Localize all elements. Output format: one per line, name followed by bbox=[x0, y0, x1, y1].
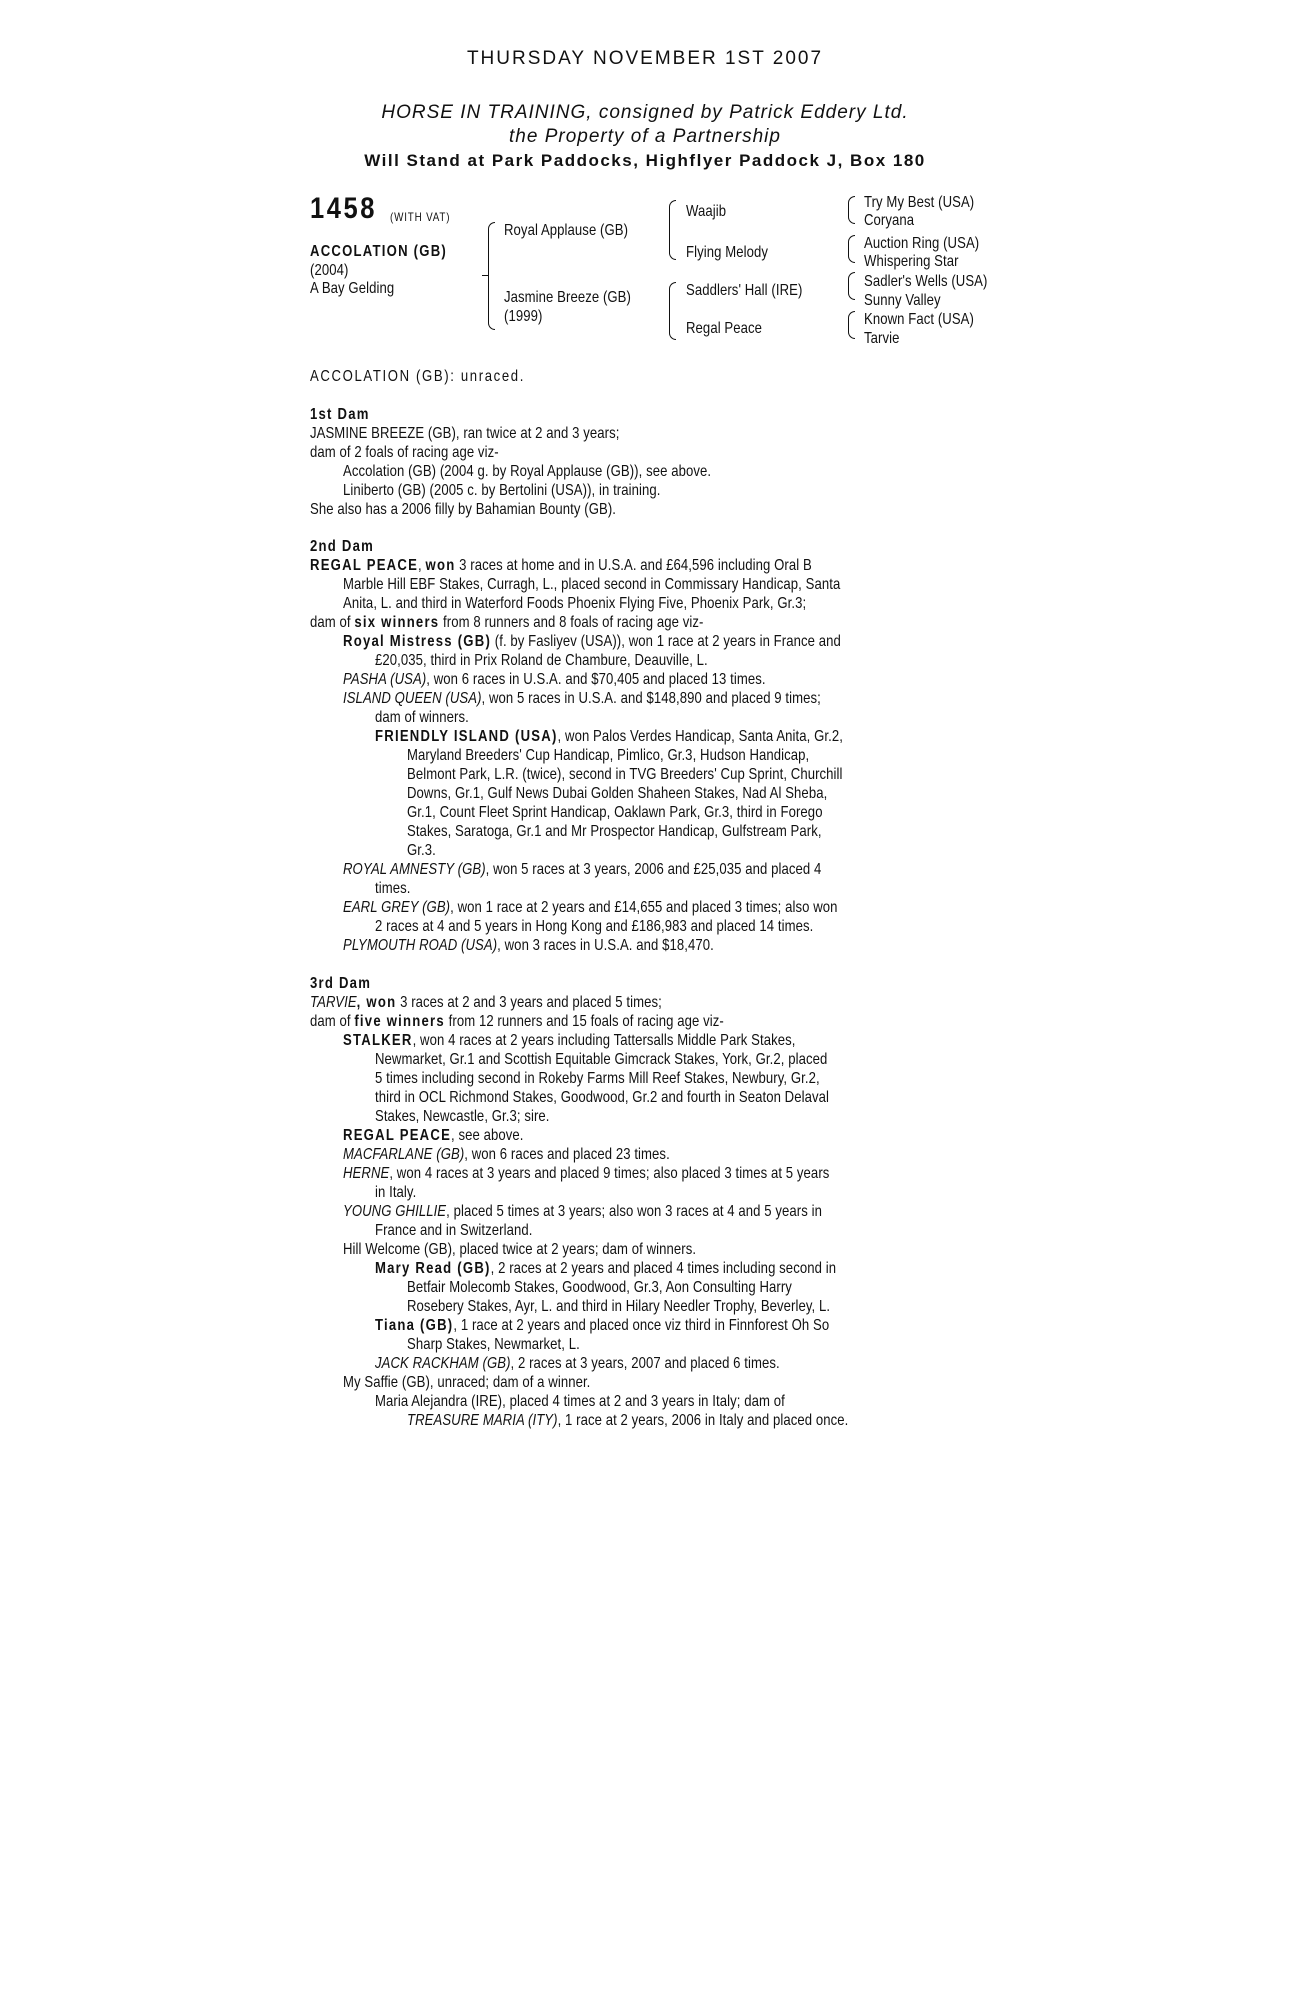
pedigree-brace-gen1-point bbox=[482, 275, 488, 276]
pedigree-gen4-6: Sunny Valley bbox=[864, 292, 941, 309]
consignor-line: HORSE IN TRAINING, consigned by Patrick Eddery Ltd. bbox=[381, 102, 909, 123]
pedigree-gen3-1: Waajib bbox=[686, 203, 727, 220]
second-dam-line: Downs, Gr.1, Gulf News Dubai Golden Shaheen Stakes, Nad Al Sheba, bbox=[407, 785, 828, 802]
pedigree-gen3-2: Flying Melody bbox=[686, 244, 769, 261]
second-dam-line: EARL GREY (GB), won 1 race at 2 years and £14,655 and placed 3 times; also won bbox=[343, 899, 838, 916]
second-dam-line: FRIENDLY ISLAND (USA), won Palos Verdes Handicap, Santa Anita, Gr.2, bbox=[375, 728, 843, 745]
third-dam-line: Sharp Stakes, Newmarket, L. bbox=[407, 1336, 580, 1353]
second-dam-line: ISLAND QUEEN (USA), won 5 races in U.S.A. and $148,890 and placed 9 times; bbox=[343, 690, 821, 707]
second-dam-line: Stakes, Saratoga, Gr.1 and Mr Prospector Handicap, Gulfstream Park, bbox=[407, 823, 822, 840]
racing-summary: ACCOLATION (GB): unraced. bbox=[310, 368, 526, 385]
pedigree-brace-waajib bbox=[848, 196, 855, 224]
pedigree-brace-dam bbox=[669, 282, 676, 340]
second-dam-line: Belmont Park, L.R. (twice), second in TVG Breeders' Cup Sprint, Churchill bbox=[407, 766, 843, 783]
stabling-line: Will Stand at Park Paddocks, Highflyer Paddock J, Box 180 bbox=[364, 151, 926, 170]
pedigree-gen3-4: Regal Peace bbox=[686, 320, 763, 337]
pedigree-gen4-3: Auction Ring (USA) bbox=[864, 235, 980, 252]
pedigree-gen4-2: Coryana bbox=[864, 212, 915, 229]
pedigree-brace-saddlers-hall bbox=[848, 272, 855, 300]
pedigree-gen4-4: Whispering Star bbox=[864, 253, 959, 270]
second-dam-line: Maryland Breeders' Cup Handicap, Pimlico, Gr.3, Hudson Handicap, bbox=[407, 747, 810, 764]
pedigree-gen4-8: Tarvie bbox=[864, 330, 900, 347]
second-dam-line: PLYMOUTH ROAD (USA), won 3 races in U.S.A. and $18,470. bbox=[343, 937, 714, 954]
pedigree-gen4-7: Known Fact (USA) bbox=[864, 311, 974, 328]
third-dam-line: in Italy. bbox=[375, 1184, 417, 1201]
pedigree-brace-sire bbox=[669, 200, 676, 260]
second-dam-line: Anita, L. and third in Waterford Foods Phoenix Flying Five, Phoenix Park, Gr.3; bbox=[343, 595, 807, 612]
vat-note: (WITH VAT) bbox=[390, 210, 451, 224]
third-dam-line: third in OCL Richmond Stakes, Goodwood, Gr.2 and fourth in Seaton Delaval bbox=[375, 1089, 830, 1106]
third-dam-line: France and in Switzerland. bbox=[375, 1222, 533, 1239]
pedigree-gen4-5: Sadler's Wells (USA) bbox=[864, 273, 988, 290]
third-dam-line: STALKER, won 4 races at 2 years including Tattersalls Middle Park Stakes, bbox=[343, 1032, 796, 1049]
lot-number: 1458 bbox=[310, 192, 377, 225]
third-dam-line: JACK RACKHAM (GB), 2 races at 3 years, 2007 and placed 6 times. bbox=[375, 1355, 780, 1372]
second-dam-line: REGAL PEACE, won 3 races at home and in U.S.A. and £64,596 including Oral B bbox=[310, 557, 812, 574]
first-dam-line: JASMINE BREEZE (GB), ran twice at 2 and 3 years; bbox=[310, 425, 620, 442]
pedigree-brace-flying-melody bbox=[848, 235, 855, 263]
property-line: the Property of a Partnership bbox=[509, 126, 781, 147]
second-dam-line: 2 races at 4 and 5 years in Hong Kong and £186,983 and placed 14 times. bbox=[375, 918, 814, 935]
third-dam-line: TARVIE, won 3 races at 2 and 3 years and placed 5 times; bbox=[310, 994, 662, 1011]
first-dam-line: dam of 2 foals of racing age viz- bbox=[310, 444, 499, 461]
third-dam-line: HERNE, won 4 races at 3 years and placed 9 times; also placed 3 times at 5 years bbox=[343, 1165, 830, 1182]
second-dam-line: times. bbox=[375, 880, 411, 897]
third-dam-line: Tiana (GB), 1 race at 2 years and placed once viz third in Finnforest Oh So bbox=[375, 1317, 830, 1334]
first-dam-line: She also has a 2006 filly by Bahamian Bounty (GB). bbox=[310, 501, 617, 518]
third-dam-line: Hill Welcome (GB), placed twice at 2 years; dam of winners. bbox=[343, 1241, 697, 1258]
second-dam-line: Gr.3. bbox=[407, 842, 436, 859]
third-dam-line: Mary Read (GB), 2 races at 2 years and placed 4 times including second in bbox=[375, 1260, 837, 1277]
pedigree-sire: Royal Applause (GB) bbox=[504, 222, 629, 239]
first-dam-line: Liniberto (GB) (2005 c. by Bertolini (USA)), in training. bbox=[343, 482, 661, 499]
pedigree-dam-year: (1999) bbox=[504, 308, 543, 325]
third-dam-line: Stakes, Newcastle, Gr.3; sire. bbox=[375, 1108, 550, 1125]
second-dam-line: Marble Hill EBF Stakes, Curragh, L., placed second in Commissary Handicap, Santa bbox=[343, 576, 841, 593]
sale-date: THURSDAY NOVEMBER 1ST 2007 bbox=[466, 48, 824, 69]
third-dam-heading: 3rd Dam bbox=[310, 975, 372, 992]
foaling-year: (2004) bbox=[310, 262, 349, 279]
second-dam-line: Gr.1, Count Fleet Sprint Handicap, Oaklawn Park, Gr.3, third in Forego bbox=[407, 804, 823, 821]
horse-name: ACCOLATION (GB) bbox=[310, 243, 448, 260]
third-dam-line: Rosebery Stakes, Ayr, L. and third in Hilary Needler Trophy, Beverley, L. bbox=[407, 1298, 831, 1315]
pedigree-brace-gen1 bbox=[488, 222, 495, 330]
pedigree-dam: Jasmine Breeze (GB) bbox=[504, 289, 631, 306]
third-dam-line: REGAL PEACE, see above. bbox=[343, 1127, 524, 1144]
third-dam-line: MACFARLANE (GB), won 6 races and placed 23 times. bbox=[343, 1146, 670, 1163]
second-dam-line: PASHA (USA), won 6 races in U.S.A. and $70,405 and placed 13 times. bbox=[343, 671, 766, 688]
first-dam-heading: 1st Dam bbox=[310, 406, 370, 423]
third-dam-line: Betfair Molecomb Stakes, Goodwood, Gr.3, Aon Consulting Harry bbox=[407, 1279, 792, 1296]
third-dam-line: Newmarket, Gr.1 and Scottish Equitable Gimcrack Stakes, York, Gr.2, placed bbox=[375, 1051, 828, 1068]
third-dam-line: My Saffie (GB), unraced; dam of a winner. bbox=[343, 1374, 591, 1391]
third-dam-line: dam of five winners from 12 runners and 15 foals of racing age viz- bbox=[310, 1013, 724, 1030]
second-dam-line: Royal Mistress (GB) (f. by Fasliyev (USA)), won 1 race at 2 years in France and bbox=[343, 633, 841, 650]
third-dam-line: YOUNG GHILLIE, placed 5 times at 3 years; also won 3 races at 4 and 5 years in bbox=[343, 1203, 822, 1220]
second-dam-heading: 2nd Dam bbox=[310, 538, 375, 555]
second-dam-line: ROYAL AMNESTY (GB), won 5 races at 3 years, 2006 and £25,035 and placed 4 bbox=[343, 861, 822, 878]
pedigree-gen3-3: Saddlers' Hall (IRE) bbox=[686, 282, 803, 299]
pedigree-gen4-1: Try My Best (USA) bbox=[864, 194, 975, 211]
second-dam-line: £20,035, third in Prix Roland de Chambure, Deauville, L. bbox=[375, 652, 708, 669]
third-dam-line: Maria Alejandra (IRE), placed 4 times at 2 and 3 years in Italy; dam of bbox=[375, 1393, 785, 1410]
second-dam-line: dam of six winners from 8 runners and 8 foals of racing age viz- bbox=[310, 614, 704, 631]
horse-description: A Bay Gelding bbox=[310, 280, 395, 297]
pedigree-brace-regal-peace bbox=[848, 311, 855, 339]
third-dam-line: 5 times including second in Rokeby Farms Mill Reef Stakes, Newbury, Gr.2, bbox=[375, 1070, 820, 1087]
second-dam-line: dam of winners. bbox=[375, 709, 469, 726]
first-dam-line: Accolation (GB) (2004 g. by Royal Applause (GB)), see above. bbox=[343, 463, 712, 480]
third-dam-line: TREASURE MARIA (ITY), 1 race at 2 years, 2006 in Italy and placed once. bbox=[407, 1412, 849, 1429]
